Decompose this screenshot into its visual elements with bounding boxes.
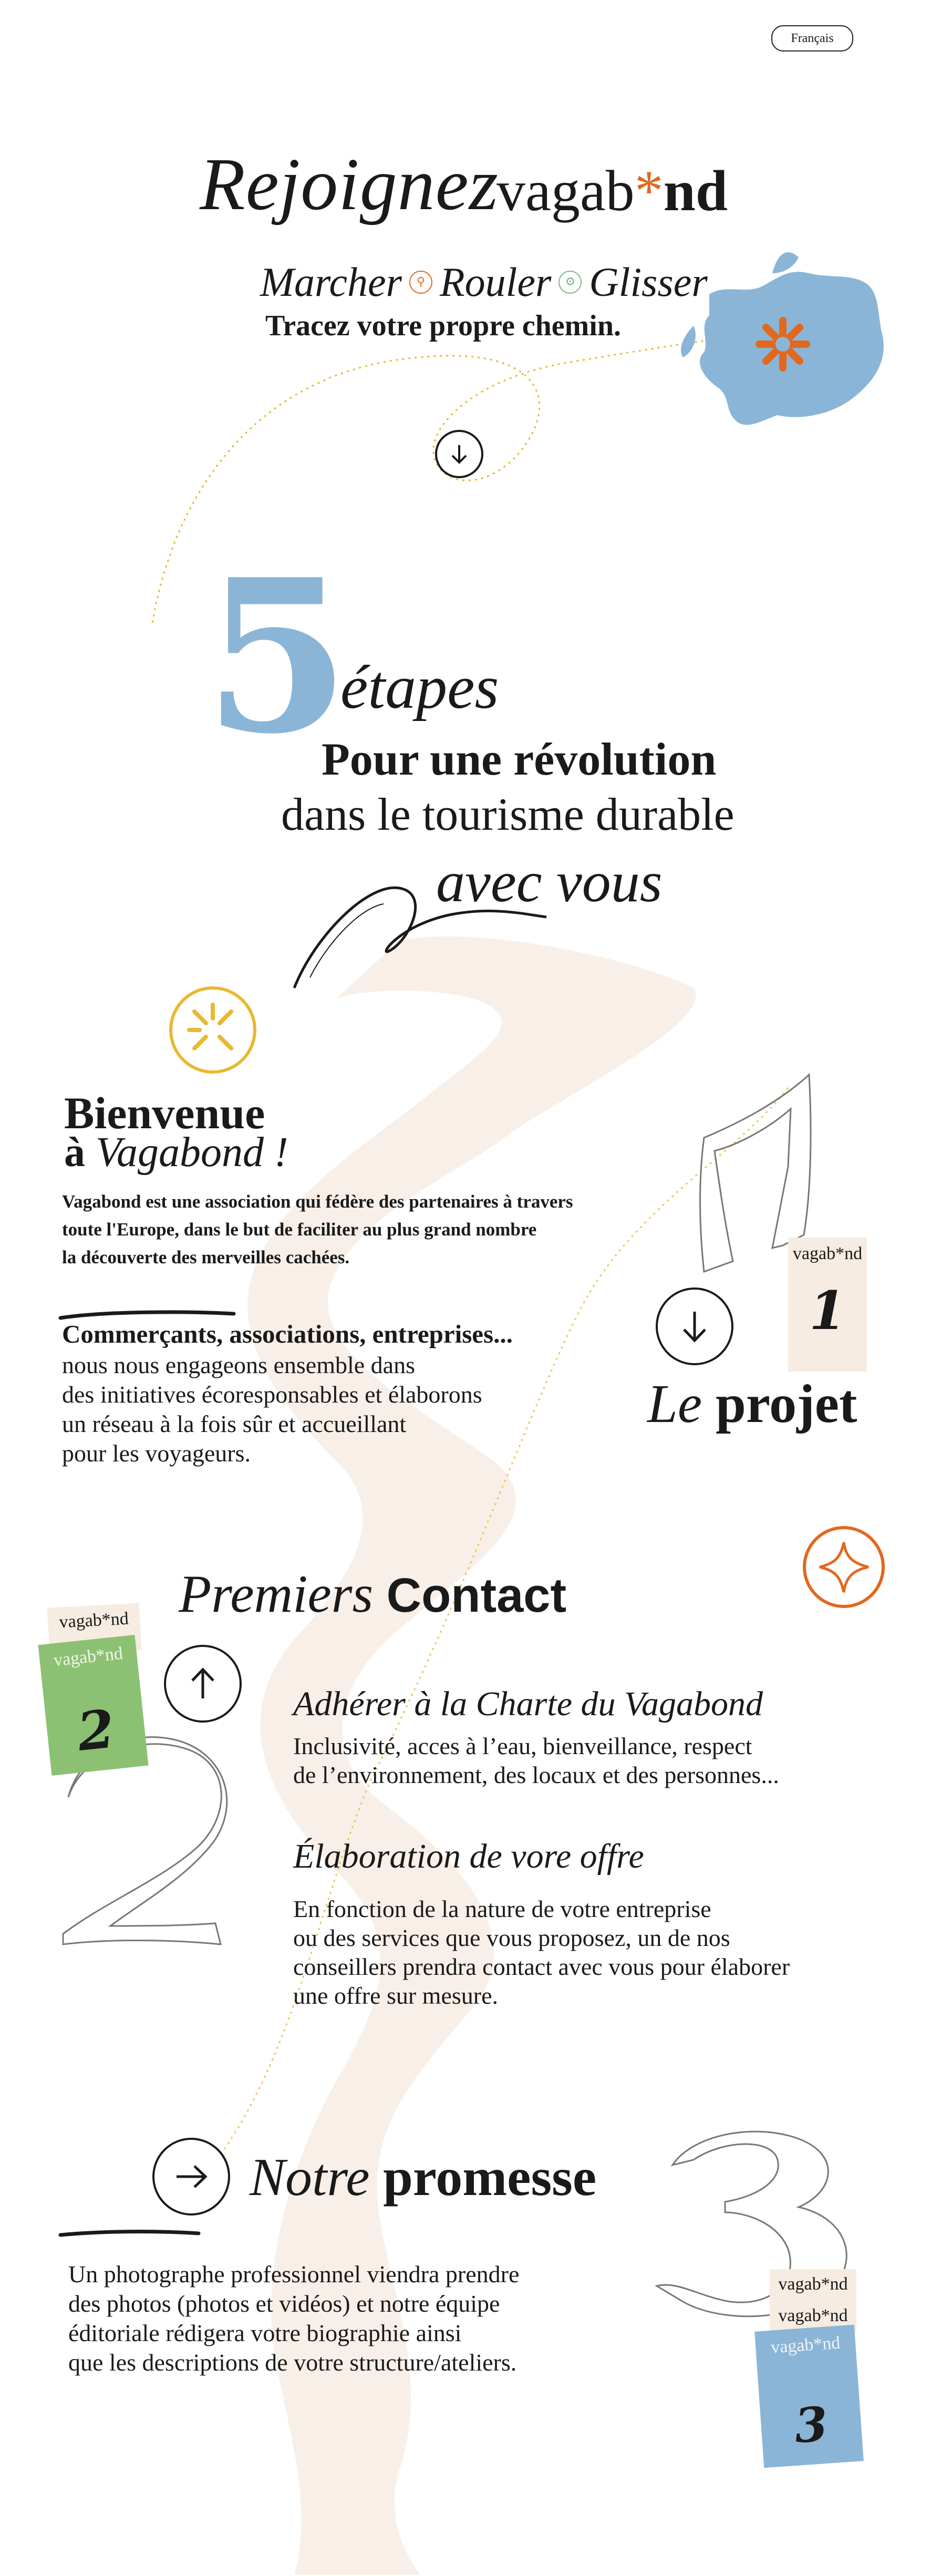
- promesse-text: [68, 2260, 519, 2377]
- intro-line: la découverte des merveilles cachées.: [62, 1247, 350, 1268]
- bienvenue-subtitle-prefix: à: [64, 1129, 85, 1176]
- hero-tagline: Tracez votre propre chemin.: [265, 310, 622, 342]
- step-card-1: [788, 1238, 867, 1372]
- charte-text: [293, 1732, 779, 1789]
- steps-word: étapes: [340, 653, 499, 722]
- card-brand: vagab*nd: [58, 1609, 129, 1632]
- hero-title: Rejoignez: [200, 142, 499, 225]
- card-brand: vagab*nd: [53, 1643, 124, 1671]
- arrow-right-icon: [170, 2156, 212, 2198]
- promesse-line: éditoriale rédigera votre biographie ainsi: [68, 2320, 462, 2346]
- contact-title-bold: Contact: [386, 1569, 567, 1622]
- promesse-title-italic: Notre: [250, 2148, 370, 2207]
- bike-icon: ⚙: [558, 271, 582, 294]
- commerce-title: Commerçants, associations, entreprises...: [62, 1320, 513, 1348]
- step-card-3-back-a: [770, 2269, 856, 2301]
- hero-brand: [496, 158, 728, 224]
- brand-star-icon: *: [634, 159, 664, 223]
- bienvenue-subtitle: [64, 1129, 288, 1177]
- projet-label-bold: projet: [716, 1374, 857, 1434]
- commerce-line: pour les voyageurs.: [62, 1440, 251, 1467]
- promesse-title: [250, 2147, 596, 2208]
- brand-prefix: vagab: [496, 159, 635, 223]
- offre-line: une offre sur mesure.: [293, 1982, 499, 2009]
- steps-line-3: avec vous: [436, 850, 663, 914]
- promesse-line: Un photographe professionnel viendra prendre: [68, 2261, 520, 2288]
- brush-divider-1: [60, 1312, 234, 1318]
- mode-marcher: Marcher: [260, 259, 402, 305]
- commerce-text: [62, 1351, 482, 1468]
- projet-down-button[interactable]: [656, 1287, 733, 1365]
- charte-line: Inclusivité, acces à l’eau, bienveillance, respect: [293, 1733, 752, 1759]
- promesse-title-bold: promesse: [383, 2148, 597, 2207]
- card-number: 1: [809, 1280, 846, 1342]
- projet-label-italic: Le: [647, 1374, 702, 1434]
- card-number: 3: [792, 2396, 830, 2454]
- bienvenue-intro: [62, 1188, 703, 1271]
- offre-title: Élaboration de vore offre: [293, 1837, 644, 1876]
- contact-title-italic: Premiers: [179, 1564, 374, 1624]
- step-card-3: [754, 2325, 864, 2468]
- mode-glisser: Glisser: [589, 259, 708, 305]
- offre-line: En fonction de la nature de votre entreprise: [293, 1895, 711, 1922]
- card-brand: vagab*nd: [778, 2274, 848, 2294]
- offre-line: conseillers prendra contact avec vous pour élaborer: [293, 1953, 790, 1980]
- step-card-2: [38, 1635, 148, 1776]
- arrow-down-icon: [446, 441, 472, 467]
- card-brand: vagab*nd: [770, 2333, 841, 2357]
- intro-line: toute l'Europe, dans le but de faciliter au plus grand nombre: [62, 1219, 537, 1240]
- brush-divider-2: [60, 2232, 199, 2235]
- europe-map: [681, 252, 884, 425]
- charte-title: Adhérer à la Charte du Vagabond: [293, 1685, 763, 1723]
- language-selector-button[interactable]: Français: [771, 25, 853, 51]
- travel-modes: [260, 259, 708, 306]
- card-number: 2: [74, 1697, 118, 1764]
- contact-title: [179, 1563, 566, 1625]
- offre-line: ou des services que vous proposez, un de nos: [293, 1924, 730, 1951]
- card-brand: vagab*nd: [792, 1244, 863, 1263]
- card-brand: vagab*nd: [778, 2306, 848, 2325]
- sparkle-badge-yellow: [171, 988, 255, 1072]
- scroll-down-button[interactable]: [435, 430, 483, 478]
- steps-number: 5: [204, 533, 350, 780]
- walk-icon: ⚲: [409, 271, 432, 294]
- commerce-line: nous nous engageons ensemble dans: [62, 1352, 415, 1378]
- bienvenue-title: Bienvenue: [64, 1088, 265, 1138]
- charte-line: de l’environnement, des locaux et des personnes...: [293, 1761, 779, 1788]
- arrow-down-icon: [674, 1305, 716, 1347]
- promesse-line: des photos (photos et vidéos) et notre équipe: [68, 2290, 500, 2317]
- contact-up-button[interactable]: [164, 1645, 242, 1723]
- commerce-line: des initiatives écoresponsables et élaborons: [62, 1381, 482, 1408]
- intro-line: Vagabond est une association qui fédère des partenaires à travers: [62, 1191, 573, 1212]
- brand-suffix: nd: [663, 159, 728, 223]
- mode-rouler: Rouler: [440, 259, 552, 305]
- promesse-line: que les descriptions de votre structure/ateliers.: [68, 2349, 517, 2376]
- offre-text: [293, 1894, 790, 2010]
- commerce-line: un réseau à la fois sûr et accueillant: [62, 1410, 407, 1437]
- projet-label: [647, 1373, 857, 1435]
- promesse-right-button[interactable]: [152, 2138, 230, 2216]
- arrow-up-icon: [182, 1663, 224, 1705]
- star-badge-orange: [804, 1528, 883, 1606]
- steps-line-2: dans le tourisme durable: [281, 789, 735, 840]
- bienvenue-subtitle-name: Vagabond !: [96, 1129, 288, 1176]
- steps-line-1: Pour une révolution: [322, 734, 717, 785]
